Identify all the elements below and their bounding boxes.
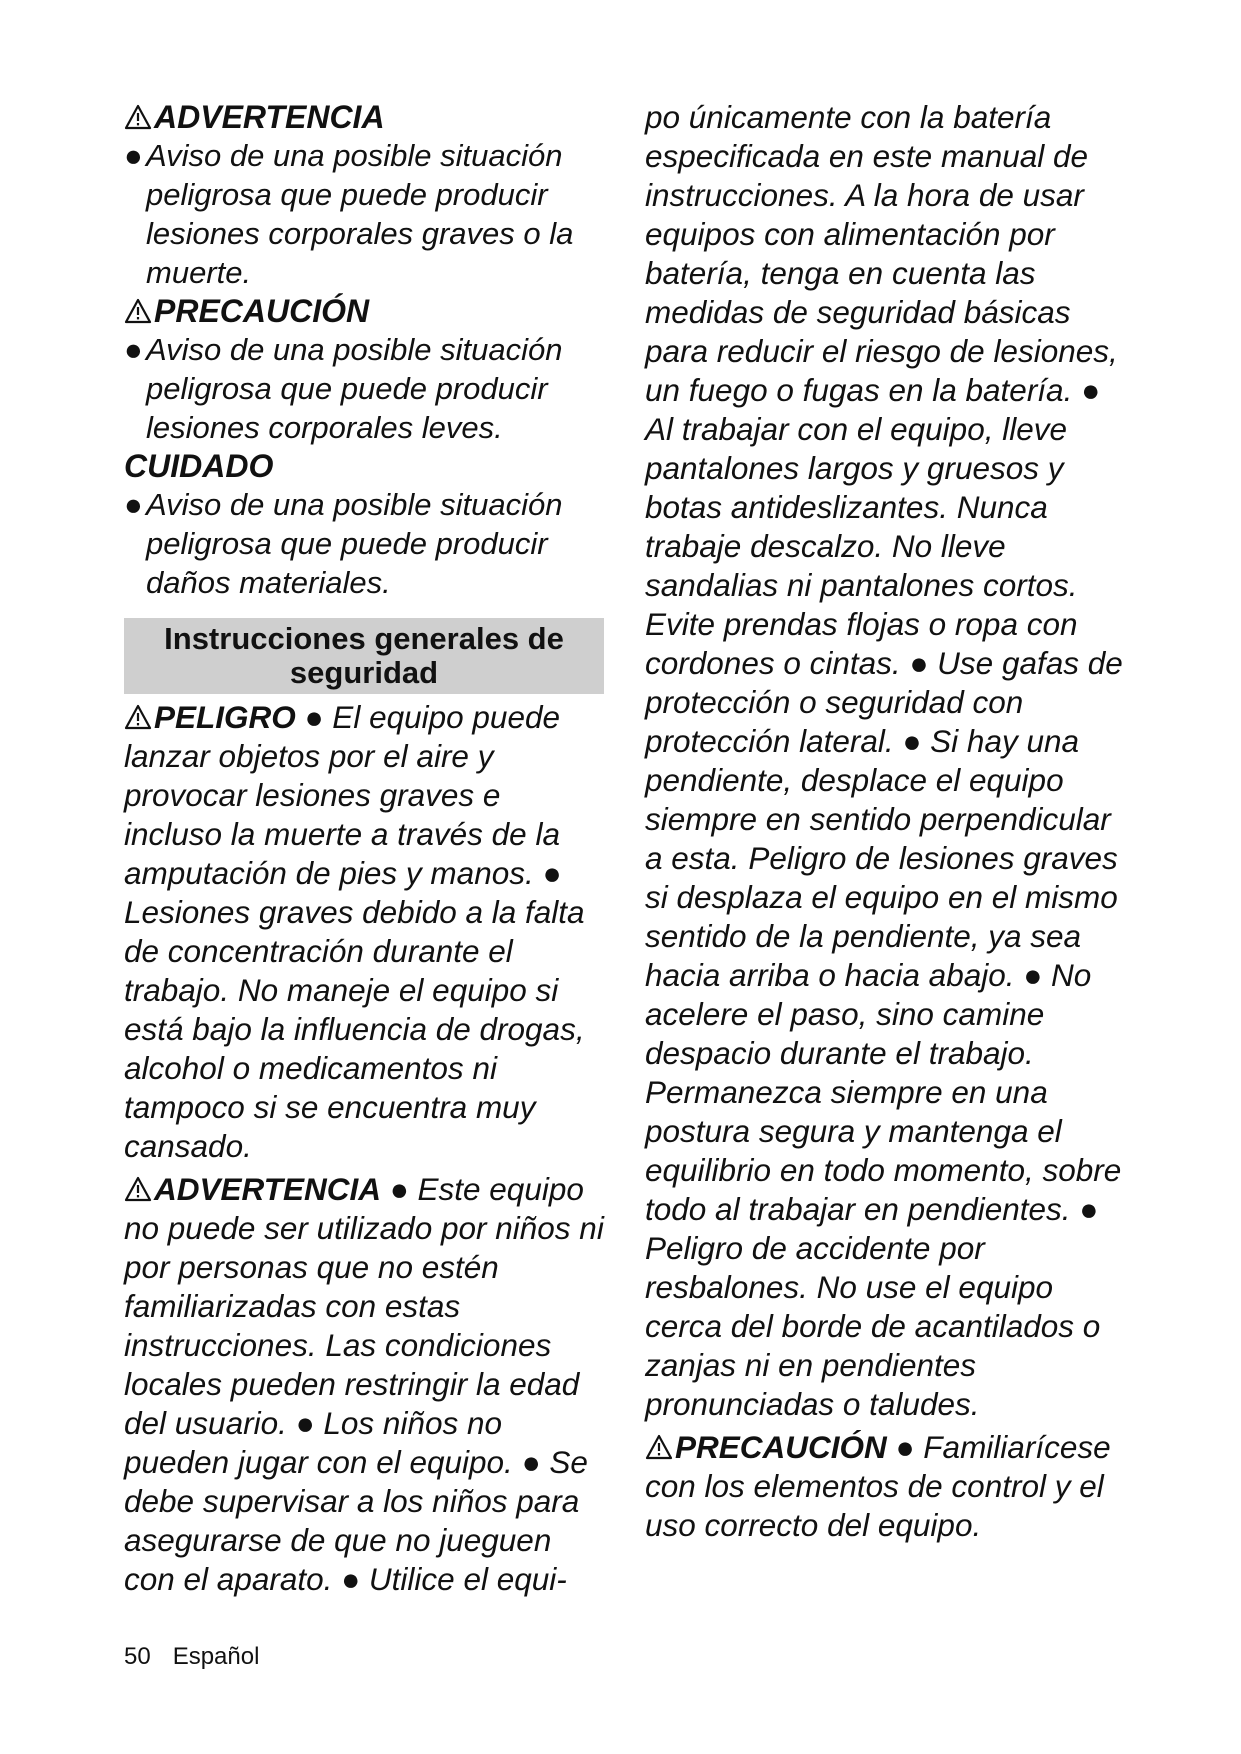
- peligro-paragraph: PELIGRO ● El equipo puede lanzar objetos por el aire y provocar lesiones graves e incluso la muerte a través de la amputación de pies y manos. ● Lesiones graves debido a la falta de concentración durante el trabajo. No maneje el equipo si está bajo la influencia de drogas, alcohol o medicamentos ni tampoco si se encuentra muy cansado.: [124, 699, 585, 1164]
- legend-text-precaucion: ● Aviso de una posible situación peligrosa que puede producir lesiones corporales leves.: [124, 332, 563, 445]
- peligro-heading: PELIGRO: [124, 699, 296, 735]
- warning-triangle-icon: [124, 104, 152, 130]
- warning-triangle-icon: [645, 1434, 673, 1460]
- legend-heading-advertencia: ADVERTENCIA: [124, 98, 604, 136]
- section-title: Instrucciones generales de seguridad: [124, 618, 604, 694]
- advertencia-paragraph: ADVERTENCIA ● Este equipo no puede ser utilizado por niños ni por personas que no estén familiarizadas con estas instrucciones. Las condiciones locales pueden restringir la edad del usuario. ● Los niños no pueden jugar con el equipo. ● Se debe supervisar a los niños para asegurarse de que no jueguen con el aparato. ● Utilice el equi-: [124, 1171, 604, 1597]
- bullet-icon: ●: [124, 332, 143, 367]
- bullet-icon: ●: [124, 487, 143, 522]
- legend-heading-precaucion: PRECAUCIÓN: [124, 292, 604, 330]
- page-number: 50: [124, 1643, 151, 1670]
- legend-heading-cuidado: CUIDADO: [124, 448, 274, 484]
- advertencia-heading: ADVERTENCIA: [124, 1171, 381, 1207]
- bullet-icon: ●: [124, 138, 143, 173]
- warning-triangle-icon: [124, 1176, 152, 1202]
- precaucion-heading: PRECAUCIÓN: [645, 1429, 887, 1465]
- footer-language: Español: [172, 1643, 260, 1670]
- warning-triangle-icon: [124, 704, 152, 730]
- left-column: [124, 98, 604, 1599]
- legend-text-cuidado: ● Aviso de una posible situación peligrosa que puede producir daños materiales.: [124, 487, 563, 600]
- continued-paragraph: po únicamente con la batería especificada en este manual de instrucciones. A la hora de usar equipos con alimentación por batería, tenga en cuenta las medidas de seguridad básicas para reducir el riesgo de lesiones, un fuego o fugas en la batería. ● Al trabajar con el equipo, lleve pantalones largos y gruesos y botas antideslizantes. Nunca trabaje descalzo. No lleve sandalias ni pantalones cortos. Evite prendas flojas o ropa con cordones o cintas. ● Use gafas de protección o seguridad con protección lateral. ● Si hay una pendiente, desplace el equipo siempre en sentido perpendicular a esta. Peligro de lesiones graves si desplaza el equipo en el mismo sentido de la pendiente, ya sea hacia arriba o hacia abajo. ● No acelere el paso, sino camine despacio durante el trabajo. Permanezca siempre en una postura segura y mantenga el equilibrio en todo momento, sobre todo al trabajar en pendientes. ● Peligro de accidente por resbalones. No use el equipo cerca del borde de acantilados o zanjas ni en pendientes pronunciadas o taludes.: [645, 99, 1123, 1422]
- page-footer: [124, 1643, 259, 1671]
- legend-text-advertencia: ● Aviso de una posible situación peligrosa que puede producir lesiones corporales graves o la muerte.: [124, 138, 574, 290]
- right-column: [645, 98, 1125, 1545]
- precaucion-paragraph: PRECAUCIÓN ● Familiarícese con los elementos de control y el uso correcto del equipo.: [645, 1429, 1111, 1543]
- warning-triangle-icon: [124, 298, 152, 324]
